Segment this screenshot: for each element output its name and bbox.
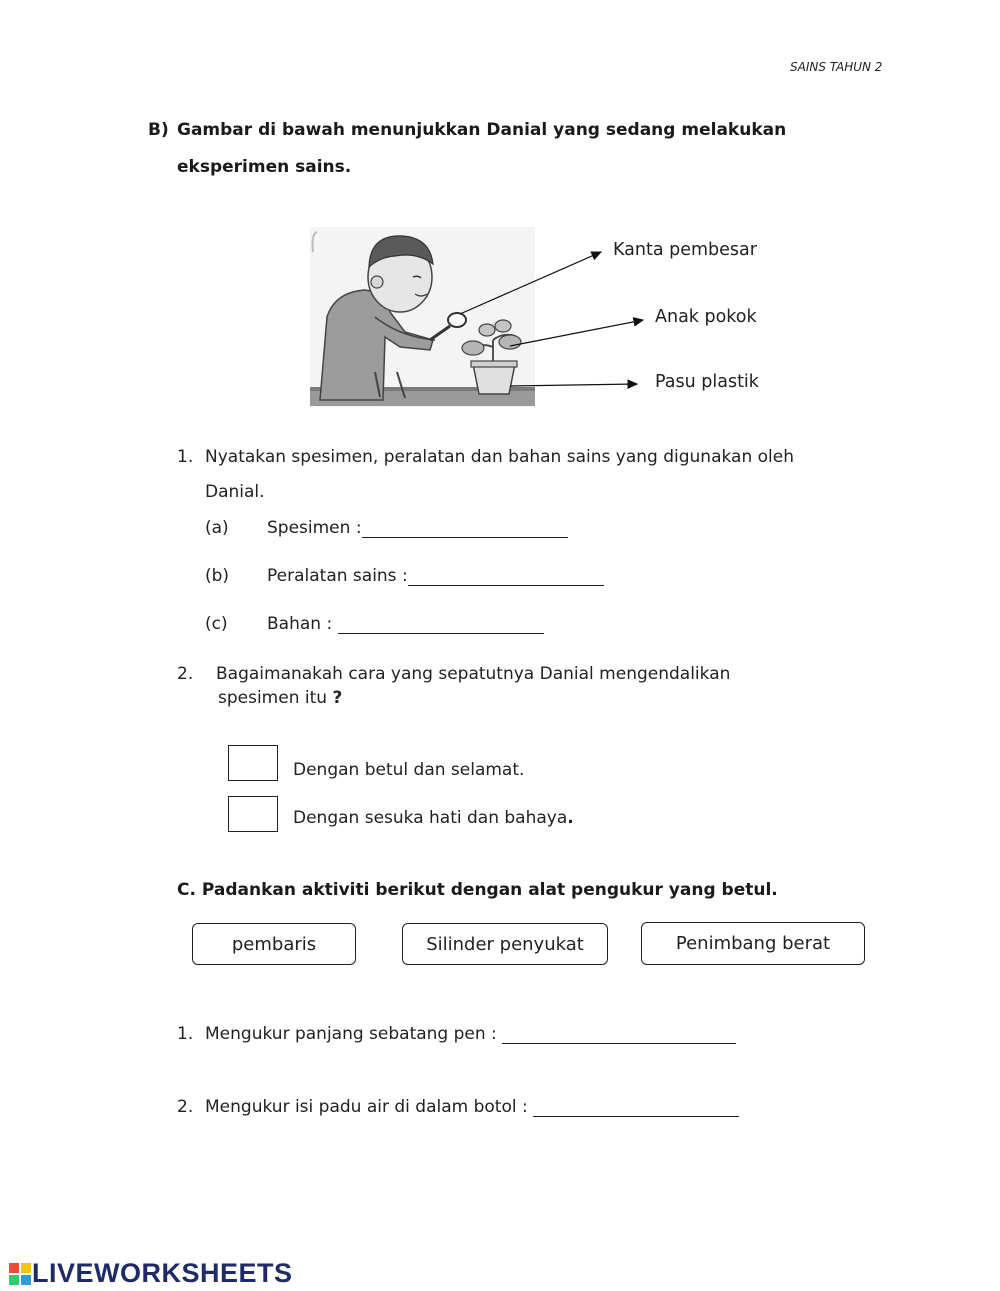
- page-header-tag: SAINS TAHUN 2: [790, 60, 883, 74]
- logo-text: LIVEWORKSHEETS: [32, 1258, 293, 1288]
- q1-number: 1.: [177, 447, 194, 467]
- leaf-icon: [499, 335, 521, 349]
- leaf-icon: [495, 320, 511, 332]
- figure-label-plant: Anak pokok: [655, 307, 757, 327]
- q2-number: 2.: [177, 664, 194, 684]
- choice-pembaris[interactable]: pembaris: [192, 923, 356, 965]
- q1b-mark: (b): [205, 566, 230, 586]
- c-q2-number: 2.: [177, 1097, 194, 1117]
- q2-option1-checkbox[interactable]: [228, 745, 278, 781]
- q2-option2-period: .: [567, 808, 574, 828]
- c-q1-number: 1.: [177, 1024, 194, 1044]
- q1a-answer-blank[interactable]: [362, 521, 568, 538]
- q1c-answer-blank[interactable]: [338, 617, 544, 634]
- section-b-title-line1: Gambar di bawah menunjukkan Danial yang sedang melakukan: [177, 120, 787, 140]
- c-q2-answer-blank[interactable]: [533, 1100, 739, 1117]
- section-b-title-line2: eksperimen sains.: [177, 157, 352, 177]
- q1b-row: [267, 566, 604, 586]
- leaf-icon: [462, 341, 484, 355]
- logo-blocks-icon: [8, 1262, 32, 1286]
- q2-text-line1: Bagaimanakah cara yang sepatutnya Danial mengendalikan: [216, 664, 731, 684]
- experiment-illustration: [305, 222, 655, 412]
- q2-option2-label: Dengan sesuka hati dan bahaya: [293, 808, 568, 828]
- choice-silinder-penyukat[interactable]: Silinder penyukat: [402, 923, 608, 965]
- q1b-answer-blank[interactable]: [408, 569, 604, 586]
- c-q2-row: [205, 1097, 739, 1117]
- q1-text-line1: Nyatakan spesimen, peralatan dan bahan sains yang digunakan oleh: [205, 447, 794, 467]
- q2-text-line2-row: [218, 688, 342, 708]
- q1c-label: Bahan :: [267, 614, 338, 634]
- q2-question-mark: ?: [332, 688, 343, 708]
- figure-label-magnifier: Kanta pembesar: [613, 240, 757, 260]
- c-q2-text: Mengukur isi padu air di dalam botol :: [205, 1097, 534, 1117]
- q1c-row: [267, 614, 544, 634]
- c-q1-answer-blank[interactable]: [502, 1027, 736, 1044]
- section-b-marker: B): [148, 120, 169, 140]
- c-q1-text: Mengukur panjang sebatang pen :: [205, 1024, 503, 1044]
- q2-option2-row: [293, 808, 574, 828]
- liveworksheets-logo: [8, 1258, 293, 1289]
- q2-option2-checkbox[interactable]: [228, 796, 278, 832]
- figure-label-pot: Pasu plastik: [655, 372, 759, 392]
- q2-text-line2: spesimen itu: [218, 688, 333, 708]
- q1b-label: Peralatan sains :: [267, 566, 408, 586]
- q1-text-line2: Danial.: [205, 482, 265, 502]
- pot-icon: [473, 364, 515, 394]
- q1a-row: [267, 518, 568, 538]
- c-q1-row: [205, 1024, 736, 1044]
- leaf-icon: [479, 324, 495, 336]
- q1a-mark: (a): [205, 518, 229, 538]
- choice-penimbang-berat[interactable]: Penimbang berat: [641, 922, 865, 965]
- magnifier-lens-icon: [448, 313, 466, 327]
- section-c-title: C. Padankan aktiviti berikut dengan alat pengukur yang betul.: [177, 880, 778, 900]
- q1a-label: Spesimen :: [267, 518, 362, 538]
- q2-option1-label: Dengan betul dan selamat.: [293, 760, 525, 780]
- q1c-mark: (c): [205, 614, 228, 634]
